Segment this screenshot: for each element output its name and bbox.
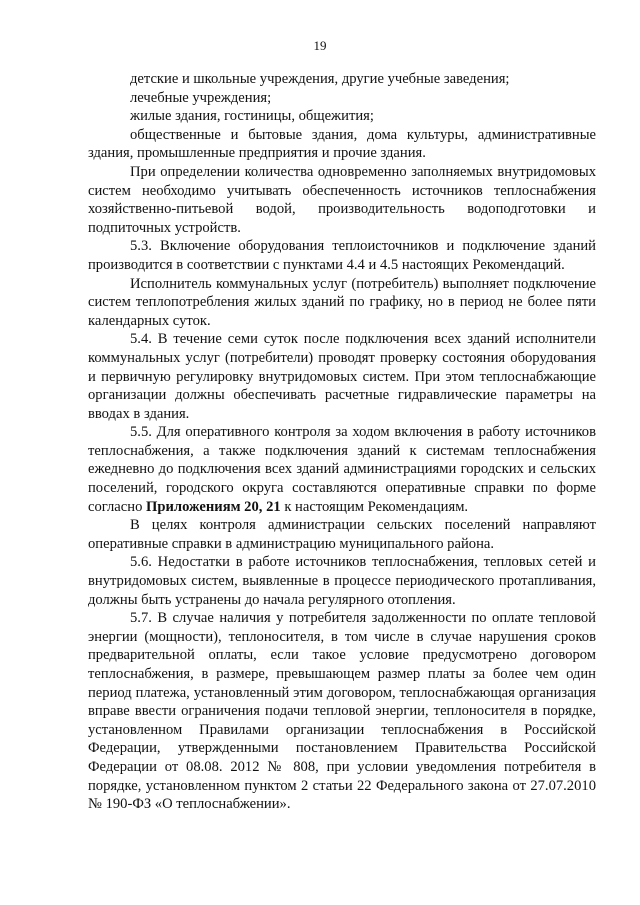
list-item-residential-buildings: жилые здания, гостиницы, общежития; — [130, 108, 374, 125]
paragraph-5-5-ending: к настоящим Рекомендациям. — [280, 498, 469, 515]
appendix-reference: Приложениям 20, 21 — [146, 498, 281, 515]
paragraph-5-3: 5.3. Включение оборудования теплоисточников и подключение зданий производится в соответствии с пунктами 4.4 и 4.5 настоящих Рекомендаций. — [88, 238, 596, 273]
paragraph-5-6: 5.6. Недостатки в работе источников теплоснабжения, тепловых сетей и внутридомовых систем, выявленные в процессе периодического протапливания, должны быть устранены до начала регулярного отопления. — [88, 554, 596, 608]
list-item-children-institutions: детские и школьные учреждения, другие учебные заведения; — [130, 71, 510, 87]
paragraph-consumer-connection: Исполнитель коммунальных услуг (потребитель) выполняет подключение систем теплопотребления жилых зданий по графику, но в период не более пяти календарных суток. — [88, 275, 596, 329]
paragraph-rural-control: В целях контроля администрации сельских поселений направляют оперативные справки в администрацию муниципального района. — [88, 517, 596, 552]
list-item-medical-institutions: лечебные учреждения; — [130, 89, 272, 106]
paragraph-5-5-text: 5.5. Для оперативного контроля за ходом включения в работу источников теплоснабжения, а также подключения зданий к системам теплоснабжения ежедневно до подключения всех зданий администрациями городских и сельских поселений, городского округа составляются оперативные справки по форме согласно — [88, 424, 596, 515]
paragraph-5-4: 5.4. В течение семи суток после подключения всех зданий исполнители коммунальных услуг (потребители) проводят проверку состояния оборудования и первичную регулировку внутридомовых систем. При этом теплоснабжающие организации должны обеспечивать расчетные гидравлические параметры на вводах в здания. — [88, 331, 596, 422]
list-item-public-buildings: общественные и бытовые здания, дома культуры, административные здания, промышленные предприятия и прочие здания. — [88, 126, 596, 162]
document-body — [88, 70, 596, 814]
paragraph-filling-systems: При определении количества одновременно заполняемых внутридомовых систем необходимо учитывать обеспеченность источников теплоснабжения хозяйственно-питьевой водой, производительность водоподготовки и подпиточных устройств. — [88, 163, 596, 236]
paragraph-5-7: 5.7. В случае наличия у потребителя задолженности по оплате тепловой энергии (мощности), теплоносителя, в том числе в случае нарушения сроков предварительной оплаты, если такое условие предусмотрено договором теплоснабжения, в размере, превышающем размер платы за более чем один период платежа, установленный этим договором, теплоснабжающая организация вправе ввести ограничения подачи тепловой энергии, теплоносителя в порядке, установленном Правилами организации теплоснабжения в Российской Федерации, утвержденными постановлением Правительства Российской Федерации от 08.08. 2012 № 808, при условии уведомления потребителя в порядке, установленном пунктом 2 статьи 22 Федерального закона от 27.07.2010 № 190-ФЗ «О теплоснабжении». — [88, 610, 596, 813]
paragraph-5-5 — [88, 423, 596, 516]
page-number: 19 — [313, 38, 327, 53]
